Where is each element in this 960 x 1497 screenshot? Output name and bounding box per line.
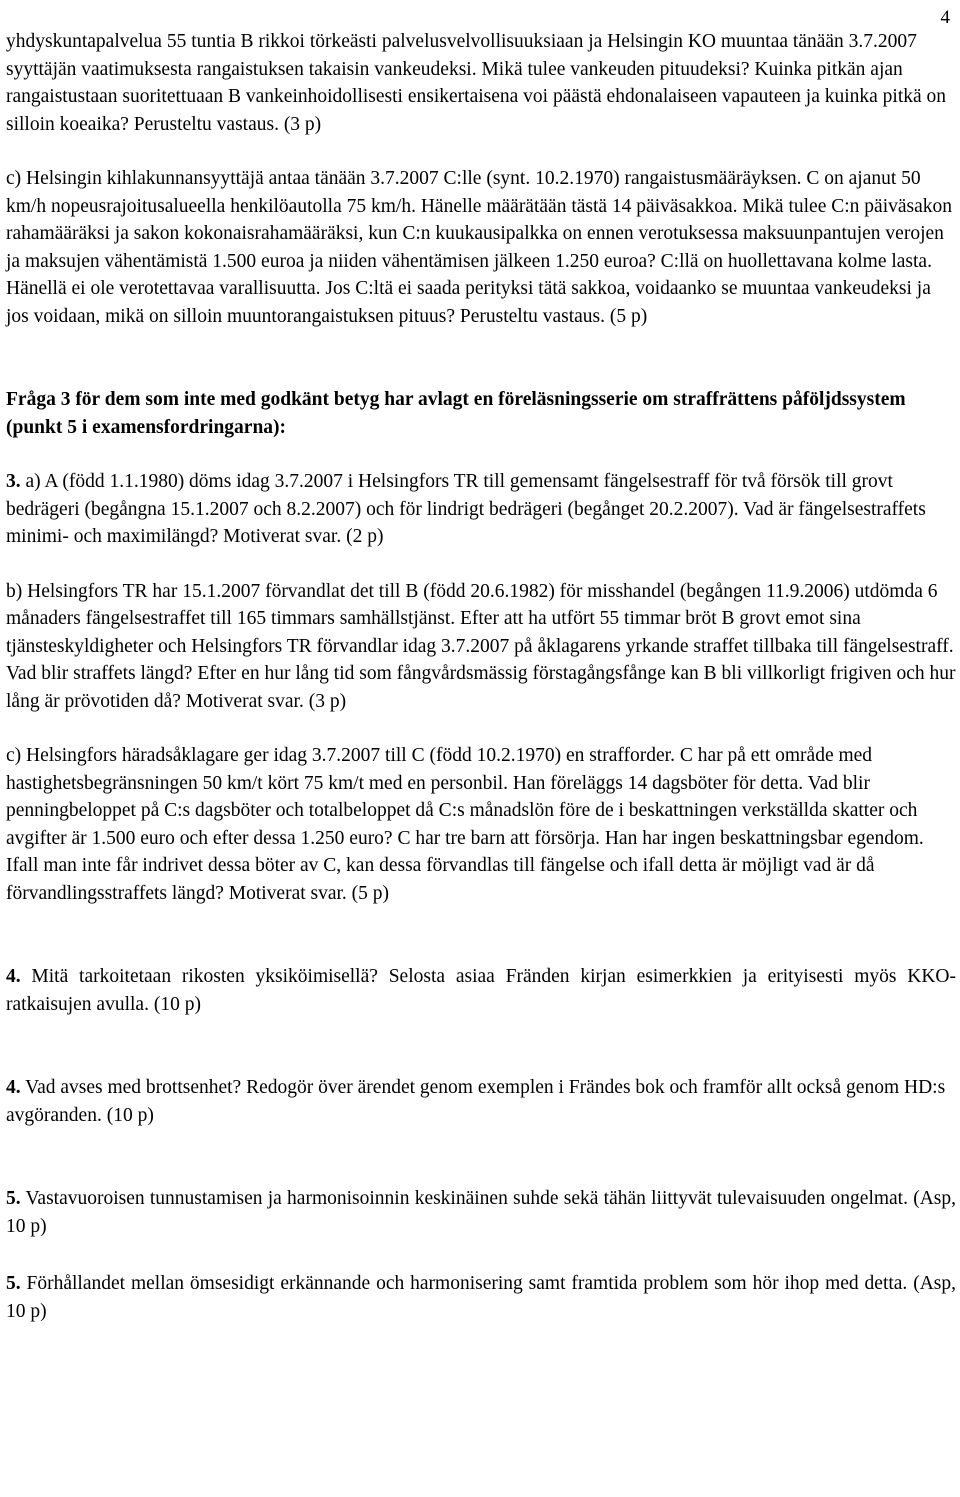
fi-question-5-number: 5. <box>6 1188 21 1209</box>
fi-question-4 <box>6 963 956 1018</box>
fi-question-2c: c) Helsingin kihlakunnansyyttäjä antaa tänään 3.7.2007 C:lle (synt. 10.2.1970) rangaistusmääräyksen. C on ajanut 50 km/h nopeusrajoitusalueella henkilöautolla 75 km/h. Hänelle määrätään tästä 14 päiväsakkoa. Mikä tulee C:n päiväsakon rahamääräksi ja sakon kokonaisrahamääräksi, kun C:n kuukausipalkka on ennen verotuksessa maksuunpantujen verojen ja maksujen vähentämistä 1.500 euroa ja niiden vähentämisen jälkeen 1.250 euroa? C:llä on huollettavana kolme lasta. Hänellä ei ole verotettavaa varallisuutta. Jos C:ltä ei saada perityksi tätä sakkoa, voidaanko se muuntaa vankeudeksi ja jos voidaan, mikä on silloin muuntorangaistuksen pituus? Perusteltu vastaus. (5 p) <box>6 168 953 327</box>
sv-question-5-number: 5. <box>6 1273 21 1294</box>
sv-question-5-text: Förhållandet mellan ömsesidigt erkännande och harmonisering samt framtida problem som hör ihop med detta. (Asp, 10 p) <box>6 1273 956 1322</box>
sv-question-4-text: Vad avses med brottsenhet? Redogör över ärendet genom exemplen i Frändes bok och framför allt också genom HD:s avgöranden. (10 p) <box>6 1077 946 1126</box>
sv-question-3-heading <box>6 386 956 441</box>
sv-question-3-heading-text: Fråga 3 för dem som inte med godkänt betyg har avlagt en föreläsningsserie om straffrättens påföljdssystem (punkt 5 i examensfordringarna): <box>6 389 906 438</box>
fi-question-4-text: Mitä tarkoitetaan rikosten yksiköimisellä? Selosta asiaa Fränden kirjan esimerkkien ja erityisesti myös KKO-ratkaisujen avulla. (10 p) <box>6 966 956 1015</box>
fi-question-5 <box>6 1185 956 1240</box>
sv-question-3-number: 3. <box>6 471 21 492</box>
page-number: 4 <box>940 7 950 28</box>
sv-question-4 <box>6 1074 956 1129</box>
sv-question-3a <box>6 468 956 551</box>
sv-question-3c: c) Helsingfors häradsåklagare ger idag 3.7.2007 till C (född 10.2.1970) en strafforder. C har på ett område med hastighetsbegränsningen 50 km/t kört 75 km/t med en personbil. Han föreläggs 14 dagsböter för detta. Vad blir penningbeloppet på C:s dagsböter och totalbeloppet då C:s månadslön före de i beskattningen verkställda skatter och avgifter är 1.500 euro och efter dessa 1.250 euro? C har tre barn att försörja. Han har ingen beskattningsbar egendom. Ifall man inte får indrivet dessa böter av C, kan dessa förvandlas till fängelse och ifall detta är möjligt vad är då förvandlingsstraffets längd? Motiverat svar. (5 p) <box>6 745 924 904</box>
sv-question-4-number: 4. <box>6 1077 21 1098</box>
sv-question-3b: b) Helsingfors TR har 15.1.2007 förvandlat det till B (född 20.6.1982) för misshandel (begången 11.9.2006) utdömda 6 månaders fängelsestraffet till 165 timmars samhällstjänst. Efter att ha utfört 55 timmar bröt B grovt emot sina tjänsteskyldigheter och Helsingfors TR förvandlar idag 3.7.2007 på åklagarens yrkande straffet tillbaka till fängelsestraff. Vad blir straffets längd? Efter en hur lång tid som fångvårdsmässig förstagångsfånge kan B bli villkorligt frigiven och hur lång är prövotiden då? Motiverat svar. (3 p) <box>6 580 956 712</box>
fi-question-5-text: Vastavuoroisen tunnustamisen ja harmonisoinnin keskinäinen suhde sekä tähän liittyvät tulevaisuuden ongelmat. (Asp, 10 p) <box>6 1188 956 1237</box>
sv-question-5 <box>6 1270 956 1325</box>
fi-question-2b-continuation: yhdyskuntapalvelua 55 tuntia B rikkoi törkeästi palvelusvelvollisuuksiaan ja Helsingin KO muuntaa tänään 3.7.2007 syyttäjän vaatimuksesta rangaistuksen takaisin vankeudeksi. Mikä tulee vankeuden pituudeksi? Kuinka pitkän ajan rangaistustaan suoritettuaan B vankeinhoidollisesti ensikertaisena voi päästä ehdonalaiseen vapauteen ja kuinka pitkä on silloin koeaika? Perusteltu vastaus. (3 p) <box>6 31 947 135</box>
fi-question-4-number: 4. <box>6 966 21 987</box>
document-body <box>6 28 956 1325</box>
sv-question-3a-text: a) A (född 1.1.1980) döms idag 3.7.2007 i Helsingfors TR till gemensamt fängelsestraff för två försök till grovt bedrägeri (begångna 15.1.2007 och 8.2.2007) och för lindrigt bedrägeri (begånget 20.2.2007). Vad är fängelsestraffets minimi- och maximilängd? Motiverat svar. (2 p) <box>6 471 926 547</box>
